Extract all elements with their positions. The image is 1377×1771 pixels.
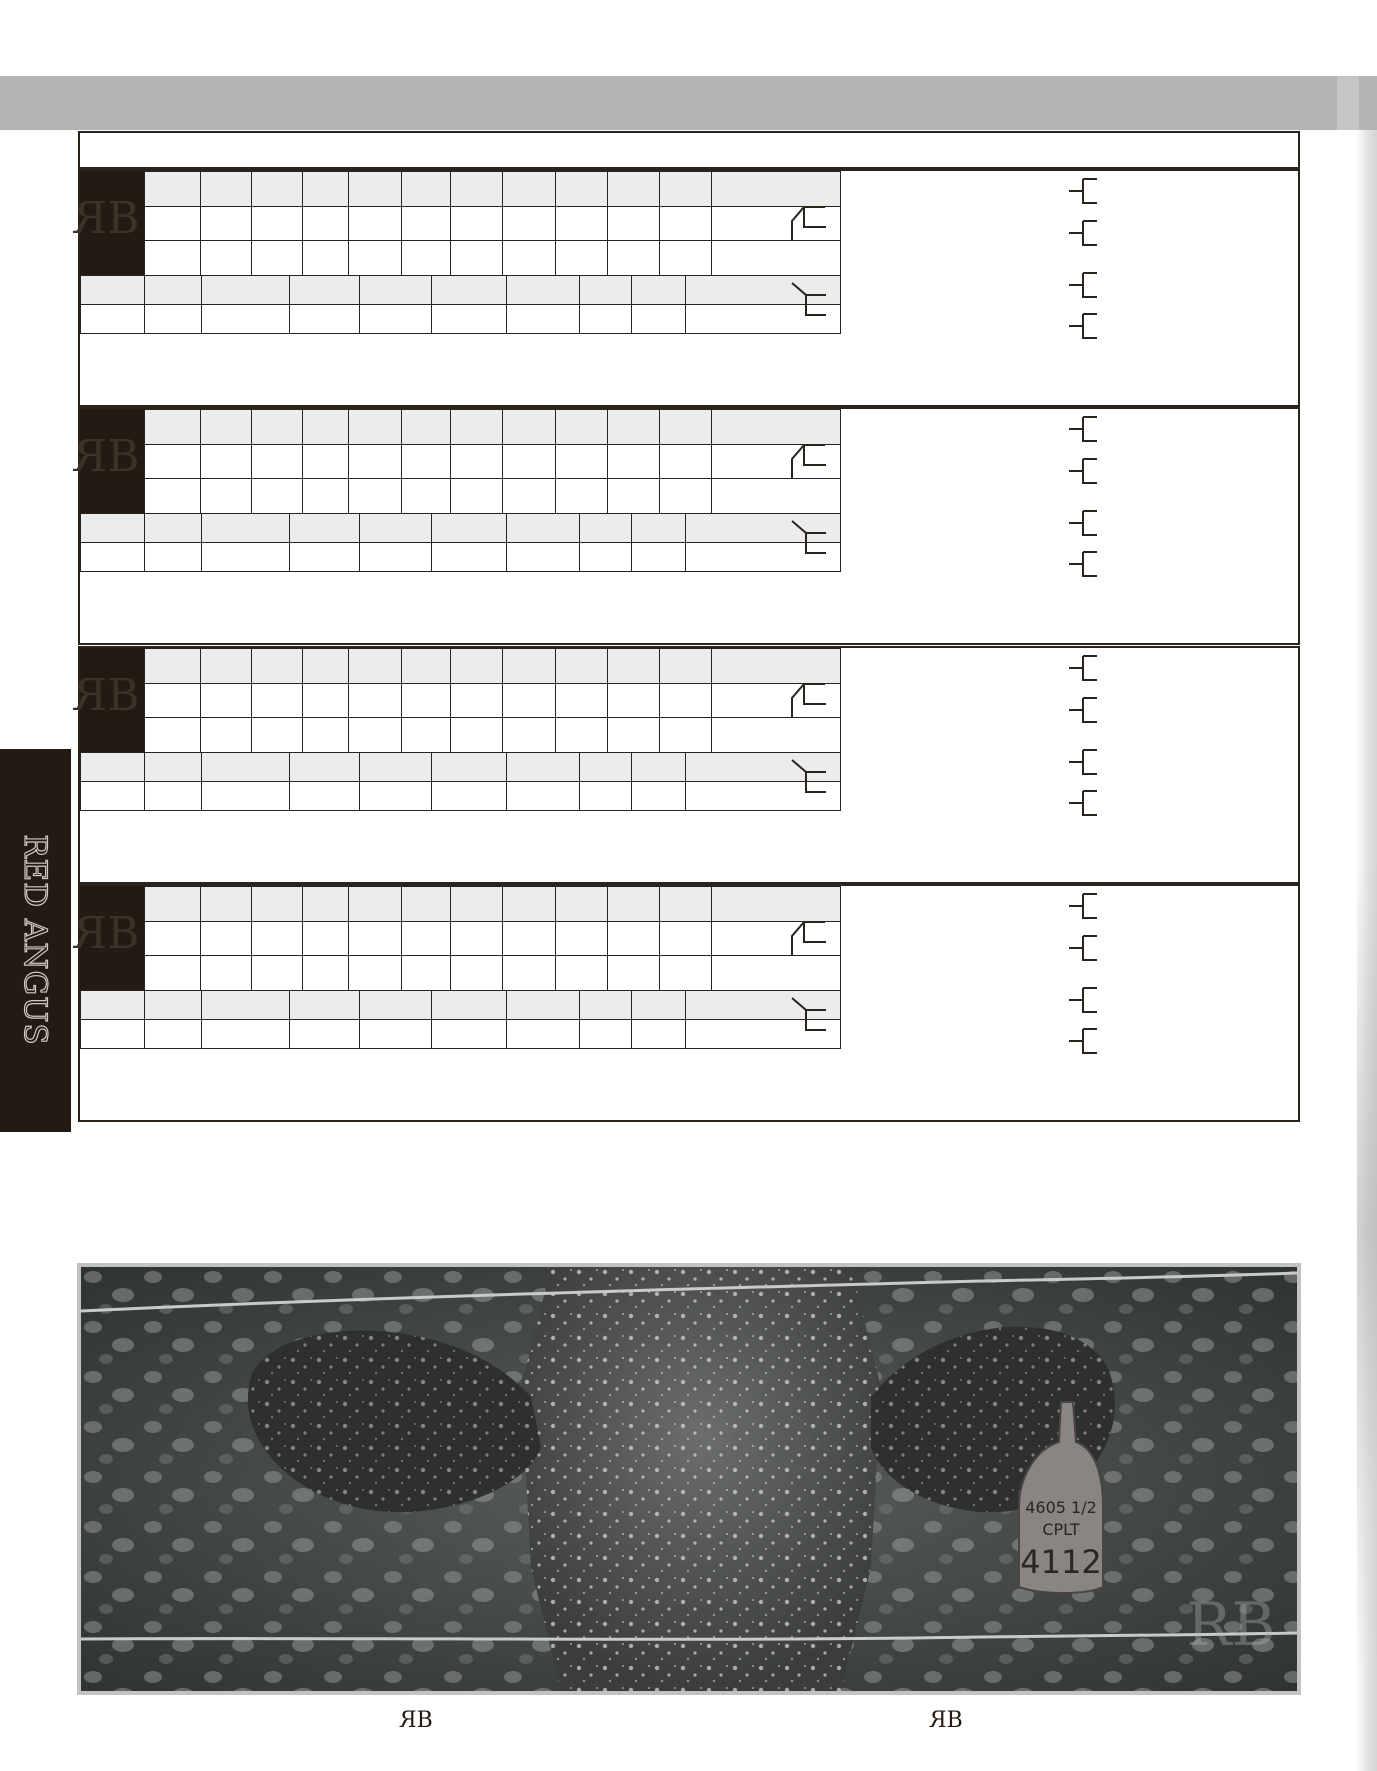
pedigree-bracket-icon bbox=[80, 886, 1300, 1120]
top-band-endcap bbox=[1337, 76, 1359, 130]
pedigree-line bbox=[1069, 221, 1097, 245]
brand-mark-icon: RB bbox=[86, 670, 128, 721]
svg-text:RB: RB bbox=[1186, 1590, 1276, 1660]
pedigree-line bbox=[792, 283, 826, 315]
pedigree-bracket-icon bbox=[80, 171, 1300, 405]
photo-frame bbox=[77, 1263, 1301, 1695]
pedigree-bracket-icon bbox=[80, 648, 1300, 882]
ear-tag-line-1: 4605 1/2 bbox=[1025, 1498, 1097, 1517]
pedigree-line bbox=[1069, 552, 1097, 576]
pedigree-line bbox=[1069, 936, 1097, 960]
pedigree-line bbox=[1069, 988, 1097, 1012]
lot-block bbox=[78, 407, 1300, 645]
pedigree-line bbox=[1069, 1029, 1097, 1053]
brand-mark-icon: RB bbox=[86, 431, 128, 482]
lot-block bbox=[78, 646, 1300, 884]
pedigree-line bbox=[1069, 698, 1097, 722]
pedigree-line bbox=[792, 207, 826, 241]
ear-tag-line-2: CPLT bbox=[1042, 1520, 1080, 1539]
pedigree-line bbox=[1069, 179, 1097, 203]
pedigree-line bbox=[792, 922, 826, 956]
brand-mark-icon: RB bbox=[86, 908, 128, 959]
cow-photo-image bbox=[81, 1267, 1297, 1691]
pedigree-line bbox=[1069, 791, 1097, 815]
side-tab-label: RED ANGUS bbox=[17, 834, 53, 1046]
section-header-box bbox=[78, 131, 1300, 169]
pedigree-line bbox=[1069, 750, 1097, 774]
pedigree-bracket-icon bbox=[80, 409, 1300, 643]
pedigree-line bbox=[1069, 417, 1097, 441]
top-band bbox=[0, 76, 1377, 130]
pedigree-line bbox=[1069, 459, 1097, 483]
pedigree-line bbox=[1069, 656, 1097, 680]
lot-block bbox=[78, 169, 1300, 407]
lot-block bbox=[78, 884, 1300, 1122]
ear-tag-line-3: 4112 bbox=[1020, 1543, 1102, 1581]
pedigree-line bbox=[1069, 314, 1097, 338]
pedigree-line bbox=[792, 998, 826, 1030]
page-edge-glow bbox=[1357, 860, 1377, 1680]
footer-brand-left: RB bbox=[406, 1708, 427, 1733]
pedigree-line bbox=[1069, 511, 1097, 535]
pedigree-line bbox=[792, 445, 826, 479]
brand-mark-icon: RB bbox=[86, 193, 128, 244]
pedigree-line bbox=[792, 521, 826, 553]
cow-photo bbox=[81, 1267, 1297, 1691]
pedigree-line bbox=[1069, 894, 1097, 918]
pedigree-line bbox=[1069, 273, 1097, 297]
pedigree-line bbox=[792, 684, 826, 718]
pedigree-line bbox=[792, 760, 826, 792]
footer-brand-right: RB bbox=[936, 1708, 957, 1733]
